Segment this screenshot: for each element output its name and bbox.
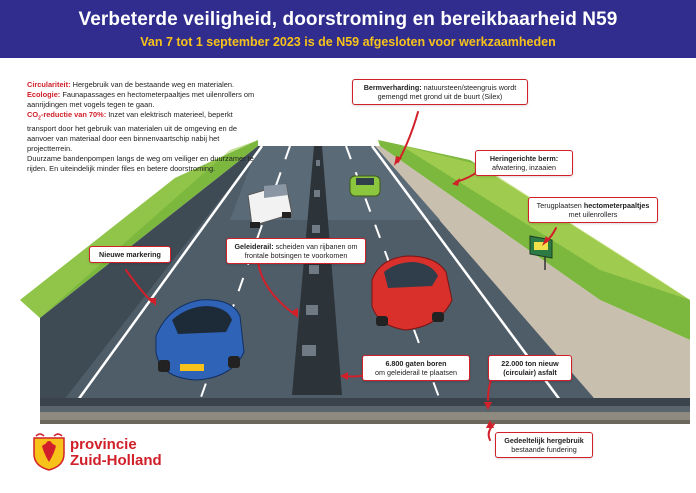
circulariteit-text: Hergebruik van de bestaande weg en materialen. <box>70 80 235 89</box>
page-title: Verbeterde veiligheid, doorstroming en bereikbaarheid N59 <box>78 9 618 30</box>
co2-text: Inzet van elektrisch materieel, beperkt transport door het gebruik van materialen uit de omgeving en de aanvoer van materiaal door een binnenvaartschip nabij het projectterrein. <box>27 109 237 153</box>
banden-text: Duurzame bandenpompen langs de weg om veiliger en duurzamer te rijden. En uiteindelijk minder files en betere doorstroming. <box>27 153 254 173</box>
callout-bermverharding: Bermverharding: natuursteen/steengruis wordt gemengd met grond uit de buurt (Silex) <box>352 79 528 105</box>
callout-heringerichte-berm: Heringerichte berm: afwatering, inzaaien <box>475 150 573 176</box>
callout-gaten-boren: 6.800 gaten boren om geleiderail te plaatsen <box>362 355 470 381</box>
co2-label: $CO_2$-reductie van 70%: <box>27 109 107 122</box>
page-subtitle: Van 7 tot 1 september 2023 is de N59 afgesloten voor werkzaamheden <box>140 35 556 49</box>
intro-text <box>27 80 262 174</box>
circulariteit-label: Circulariteit: <box>27 80 71 89</box>
callout-geleiderail: Geleiderail: scheiden van rijbanen om frontale botsingen te voorkomen <box>226 238 366 264</box>
provincie-logo-text: provincie Zuid-Holland <box>70 436 162 469</box>
green-car <box>350 176 380 196</box>
ecologie-text: Faunapassages en hectometerpaaltjes met uilenrollers om aanrijdingen met vogels tegen te gaan. <box>27 89 255 109</box>
ecologie-label: Ecologie: <box>27 89 61 99</box>
callout-asfalt: 22.000 ton nieuw (circulair) asfalt <box>488 355 572 381</box>
callout-nieuwe-markering: Nieuwe markering <box>89 246 171 263</box>
zuid-holland-crest-icon <box>30 432 68 472</box>
callout-fundering: Gedeeltelijk hergebruik bestaande fundering <box>495 432 593 458</box>
callout-hectometerpaaltjes: Terugplaatsen hectometerpaaltjes met uilenrollers <box>528 197 658 223</box>
red-car <box>372 256 452 330</box>
